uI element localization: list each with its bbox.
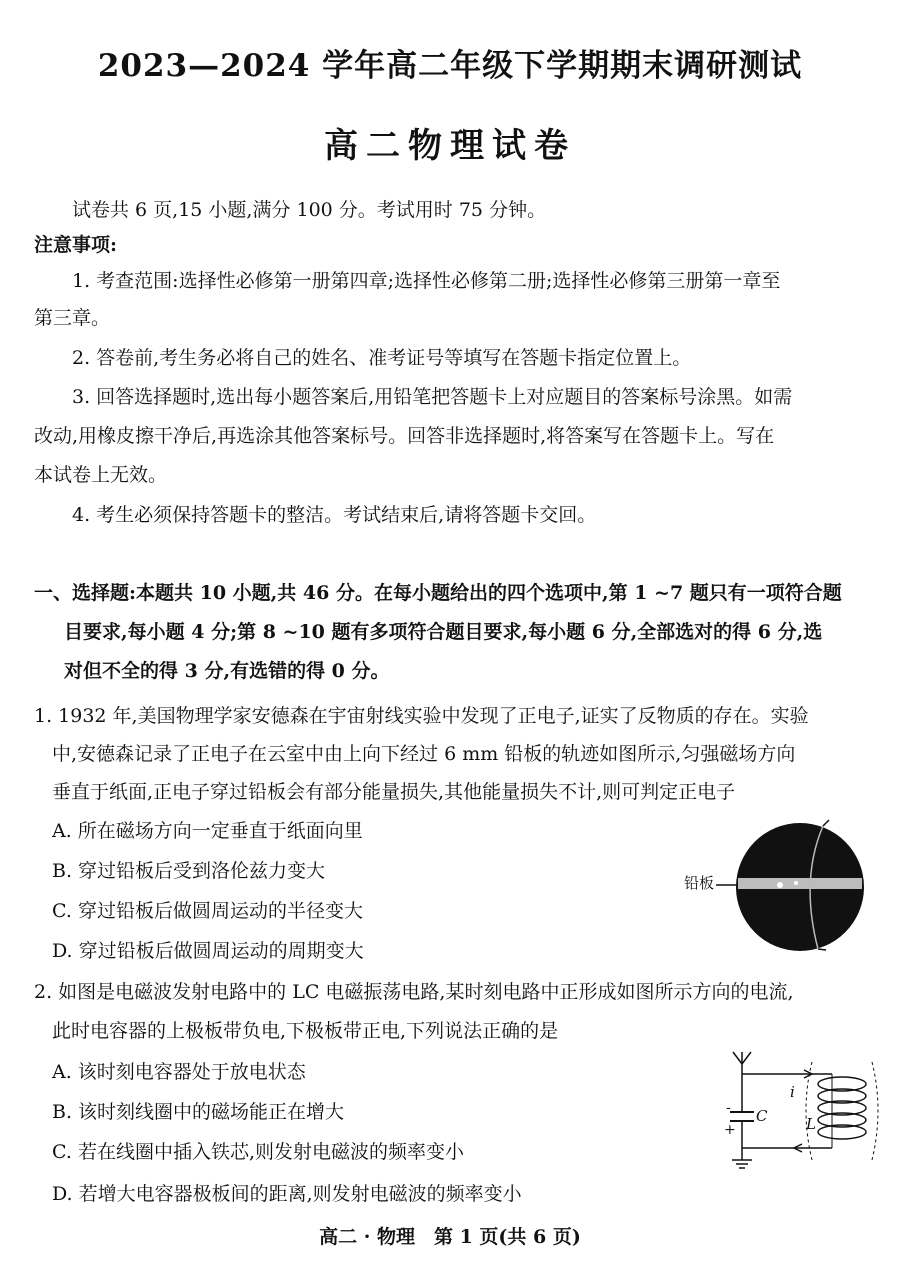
- plus-sign: +: [724, 1122, 736, 1138]
- notice-heading: 注意事项:: [34, 234, 118, 256]
- minus-sign: -: [726, 1100, 731, 1116]
- exam-title: 2023—2024 学年高二年级下学期期末调研测试: [97, 48, 803, 84]
- section-instructions: 对但不全的得 3 分,有选错的得 0 分。: [64, 660, 390, 682]
- exam-subtitle: 高二物理试卷: [324, 126, 576, 166]
- question-1-stem: 垂直于纸面,正电子穿过铅板会有部分能量损失,其他能量损失不计,则可判定正电子: [52, 781, 736, 803]
- question-2-option-c: C. 若在线圈中插入铁芯,则发射电磁波的频率变小: [52, 1141, 464, 1163]
- inductor-label: L: [806, 1115, 816, 1133]
- question-1-option-d: D. 穿过铅板后做圆周运动的周期变大: [52, 940, 364, 962]
- notice-line: 改动,用橡皮擦干净后,再选涂其他答案标号。回答非选择题时,将答案写在答题卡上。写在: [34, 425, 775, 447]
- notice-line: 2. 答卷前,考生务必将自己的姓名、准考证号等填写在答题卡指定位置上。: [72, 347, 692, 369]
- question-2-option-d: D. 若增大电容器极板间的距离,则发射电磁波的频率变小: [52, 1183, 522, 1205]
- question-2-option-b: B. 该时刻线圈中的磁场能正在增大: [52, 1101, 345, 1123]
- lead-plate-label: 铅板: [684, 874, 715, 892]
- section-instructions: 目要求,每小题 4 分;第 8 ~10 题有多项符合题目要求,每小题 6 分,全部选对的得 6 分,选: [64, 621, 823, 643]
- question-1-option-a: A. 所在磁场方向一定垂直于纸面向里: [52, 820, 363, 842]
- current-label: i: [790, 1083, 795, 1101]
- question-1-option-b: B. 穿过铅板后受到洛伦兹力变大: [52, 860, 326, 882]
- question-1-stem: 1. 1932 年,美国物理学家安德森在宇宙射线实验中发现了正电子,证实了反物质的存在。实验: [34, 705, 809, 727]
- notice-line: 4. 考生必须保持答题卡的整洁。考试结束后,请将答题卡交回。: [72, 504, 597, 526]
- intro-text: 试卷共 6 页,15 小题,满分 100 分。考试用时 75 分钟。: [72, 199, 547, 221]
- notice-line: 3. 回答选择题时,选出每小题答案后,用铅笔把答题卡上对应题目的答案标号涂黑。如需: [72, 386, 793, 408]
- notice-line: 1. 考查范围:选择性必修第一册第四章;选择性必修第二册;选择性必修第三册第一章至: [72, 270, 781, 292]
- capacitor-label: C: [756, 1107, 768, 1125]
- notice-line: 本试卷上无效。: [34, 464, 168, 486]
- question-2-stem: 此时电容器的上极板带负电,下极板带正电,下列说法正确的是: [52, 1020, 559, 1042]
- question-1-stem: 中,安德森记录了正电子在云室中由上向下经过 6 mm 铅板的轨迹如图所示,匀强磁场方向: [52, 743, 796, 765]
- notice-line: 第三章。: [34, 307, 111, 329]
- page-footer: 高二 · 物理 第 1 页(共 6 页): [319, 1226, 581, 1248]
- question-2-stem: 2. 如图是电磁波发射电路中的 LC 电磁振荡电路,某时刻电路中正形成如图所示方向的电流,: [34, 981, 794, 1003]
- question-1-option-c: C. 穿过铅板后做圆周运动的半径变大: [52, 900, 363, 922]
- section-instructions: 一、选择题:本题共 10 小题,共 46 分。在每小题给出的四个选项中,第 1 ~7 题只有一项符合题: [34, 582, 842, 604]
- question-2-option-a: A. 该时刻电容器处于放电状态: [52, 1061, 306, 1083]
